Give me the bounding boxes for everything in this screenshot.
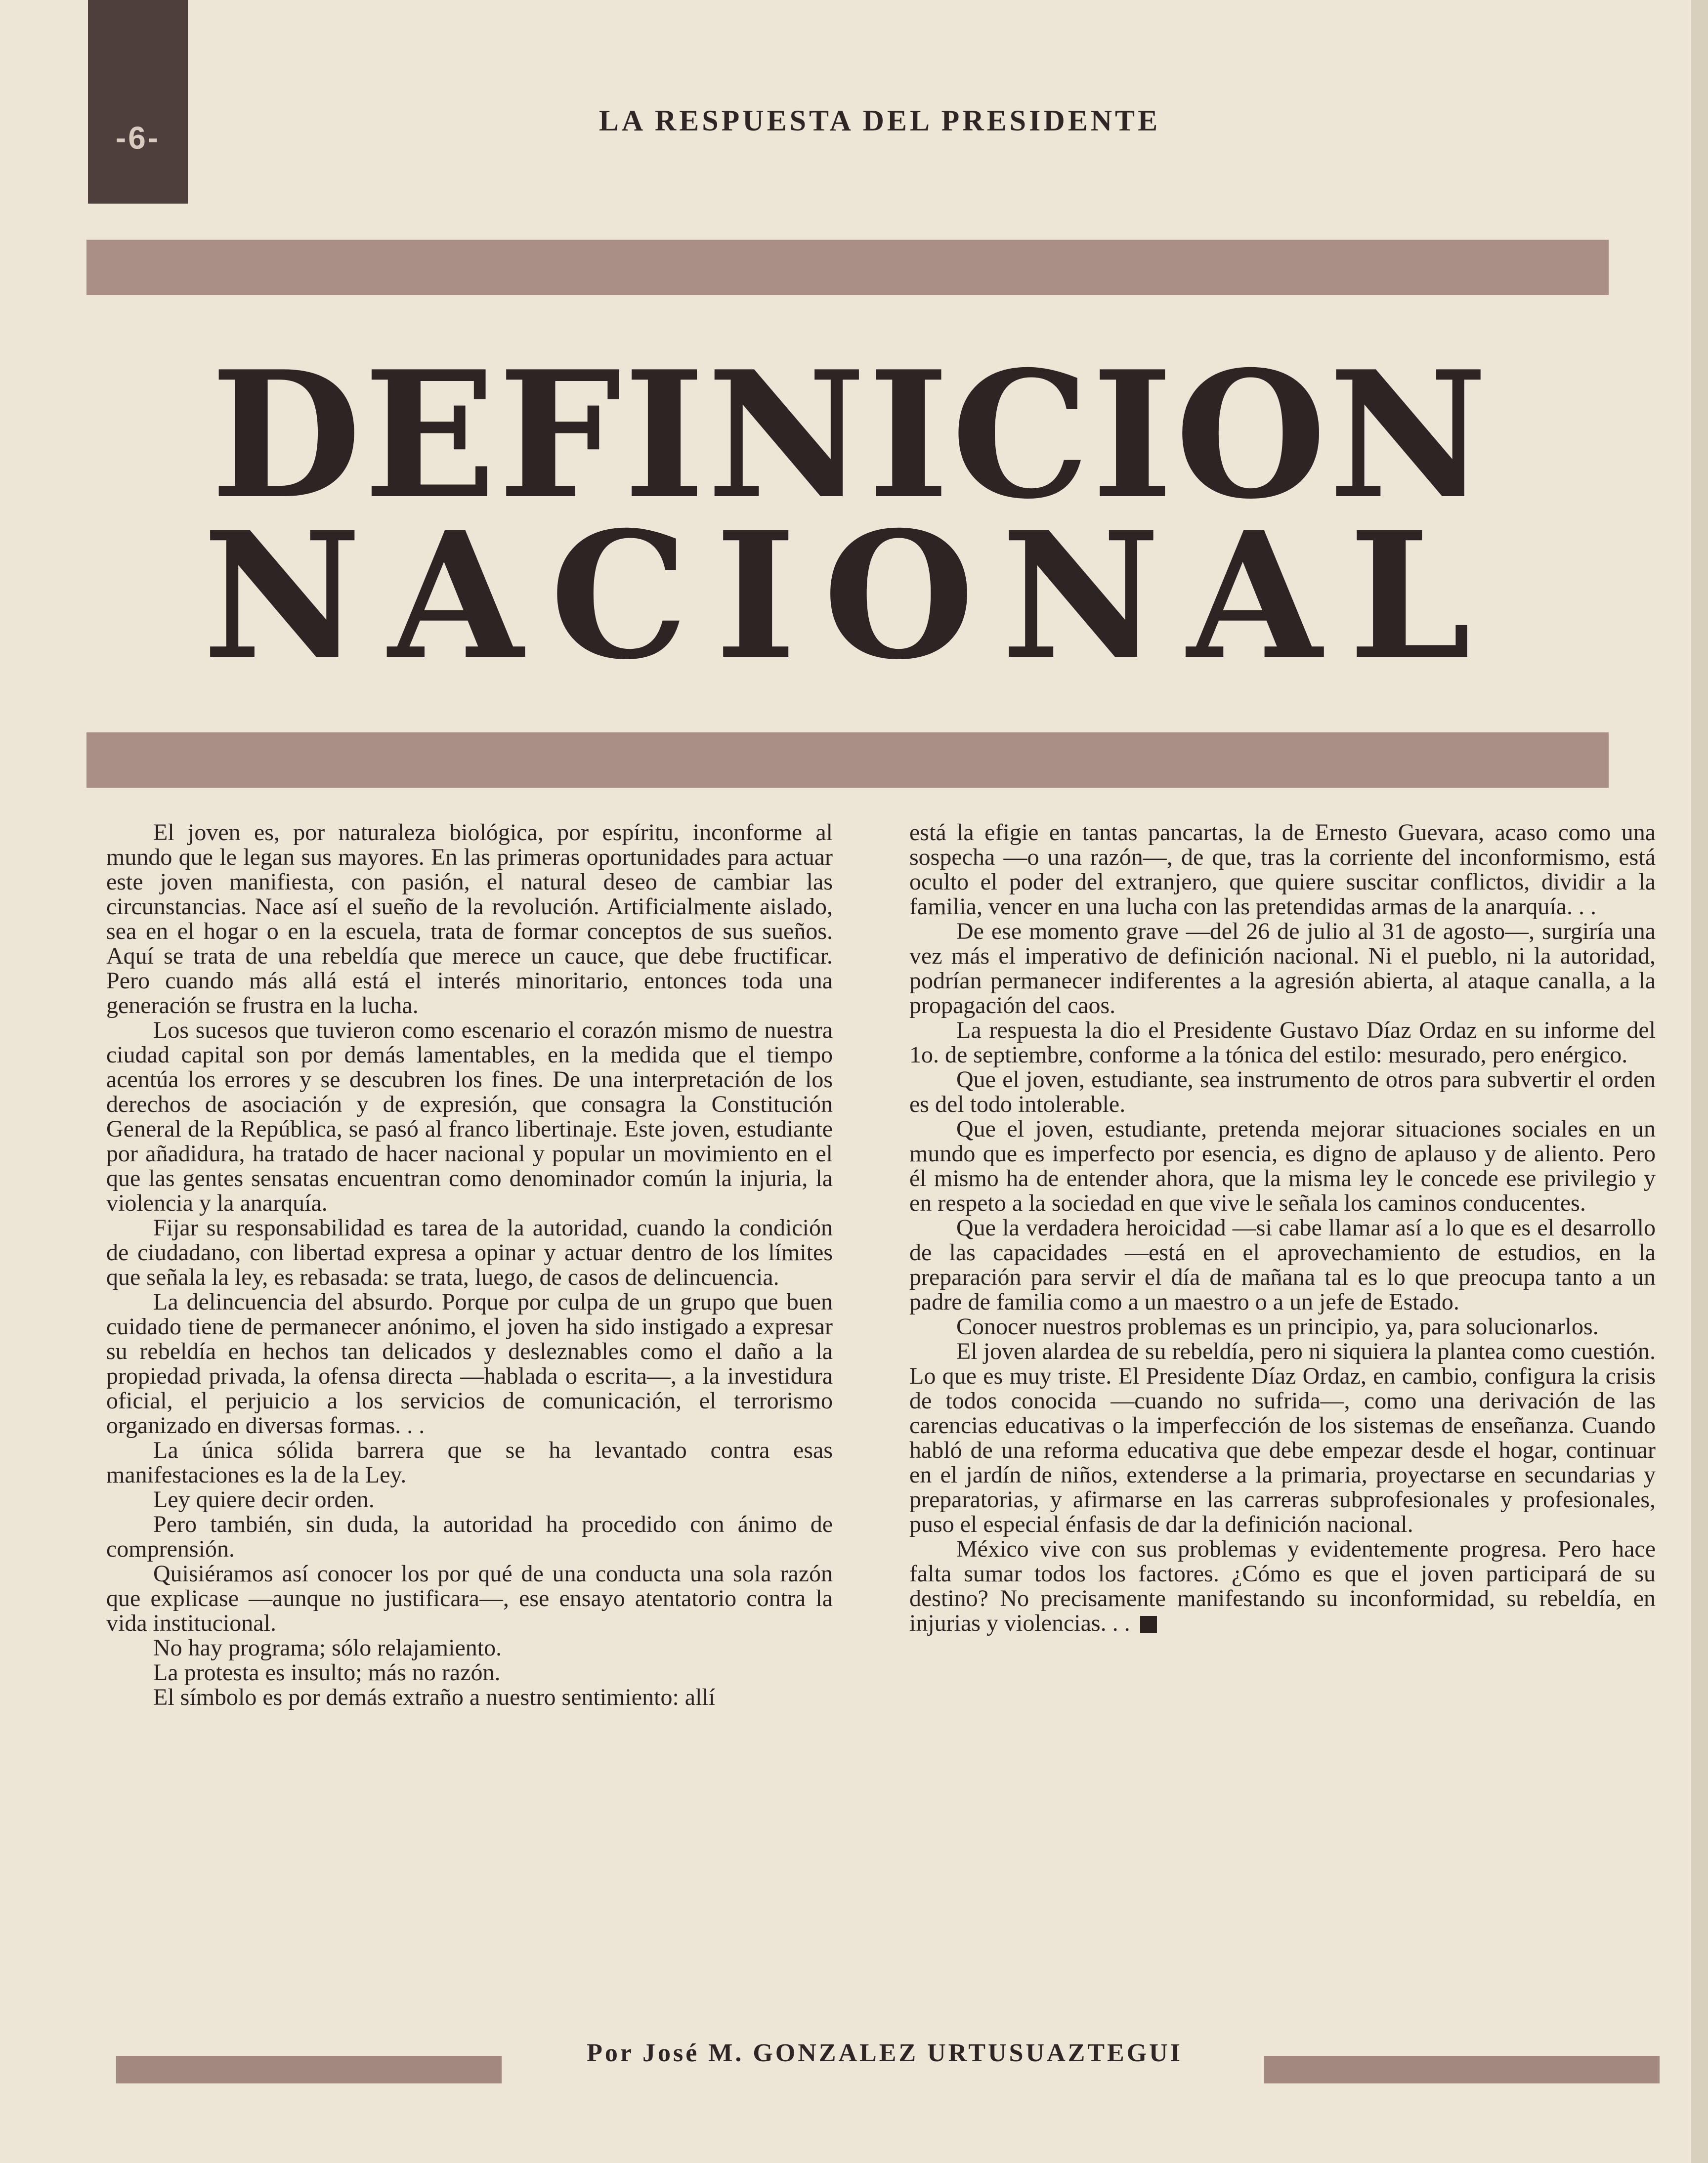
paragraph: Pero también, sin duda, la autoridad ha procedido con ánimo de comprensión. xyxy=(106,1511,833,1562)
paragraph: El símbolo es por demás extraño a nuestro sentimiento: allí xyxy=(153,1684,716,1710)
paragraph: La delincuencia del absurdo. Porque por culpa de un grupo que buen cuidado tiene de permanecer anónimo, el joven ha sido instigado a expresar su rebeldía en hechos tan delicados y desleznables como el daño a la propiedad privada, la ofensa directa —hablada o escrita—, a la investidura oficial, el perjuicio a los servicios de comunicación, el terrorismo organizado en diversas formas. . . xyxy=(106,1289,833,1439)
page-number: -6- xyxy=(115,120,161,156)
byline-rule-left xyxy=(116,2056,502,2083)
headline-line-2: NACIONAL xyxy=(202,494,1498,698)
end-of-article-mark xyxy=(1140,1616,1157,1633)
paragraph: El joven alardea de su rebeldía, pero ni siquiera la plantea como cuestión. Lo que es muy triste. El Presidente Díaz Ordaz, en cambio, configura la crisis de todos conocida —cuando no sufrida—, como una derivación de las carencias educativas o la imperfección de los sistemas de enseñanza. Cuando habló de una reforma educativa que debe empezar desde el hogar, continuar en el jardín de niños, extenderse a la primaria, proyectarse en secundarias y preparatorias, y afirmarse en las carreras subprofesionales y profesionales, puso el especial énfasis de dar la definición nacional. xyxy=(909,1338,1656,1537)
paragraph: Conocer nuestros problemas es un principio, ya, para solucionarlos. xyxy=(956,1314,1599,1340)
paragraph-continuation: está la efigie en tantas pancartas, la de Ernesto Guevara, acaso como una sospecha —o una razón—, de que, tras la corriente del inconformismo, está oculto el poder del extranjero, que quiere suscitar conflictos, dividir a la familia, vencer en una lucha con las pretendidas armas de la anarquía. . . xyxy=(909,820,1656,920)
byline-rule-right xyxy=(1264,2056,1660,2083)
section-heading: LA RESPUESTA DEL PRESIDENTE xyxy=(598,104,1161,137)
paragraph: Ley quiere decir orden. xyxy=(153,1486,375,1513)
paragraph: La protesta es insulto; más no razón. xyxy=(153,1659,501,1686)
paragraph: La única sólida barrera que se ha levantado contra esas manifestaciones es la de la Ley. xyxy=(106,1437,833,1488)
paragraph: Los sucesos que tuvieron como escenario el corazón mismo de nuestra ciudad capital son por demás lamentables, en la medida que el tiempo acentúa los errores y se descubren los fines. De una interpretación de los derechos de asociación y de expresión, que consagra la Constitución General de la República, se pasó al franco libertinaje. Este joven, estudiante por añadidura, ha tratado de hacer nacional y popular un movimiento en el que las gentes sensatas encuentran como denominador común la injuria, la violencia y la anarquía. xyxy=(106,1017,833,1216)
paragraph: Quisiéramos así conocer los por qué de una conducta una sola razón que explicase —aunque no justificara—, ese ensayo atentatorio contra la vida institucional. xyxy=(106,1561,833,1636)
top-decorative-band xyxy=(86,240,1609,295)
paragraph: Que el joven, estudiante, sea instrumento de otros para subvertir el orden es del todo intolerable. xyxy=(909,1066,1656,1117)
paragraph: La respuesta la dio el Presidente Gustavo Díaz Ordaz en su informe del 1o. de septiembre, conforme a la tónica del estilo: mesurado, pero enérgico. xyxy=(909,1017,1656,1068)
paragraph: Que la verdadera heroicidad —si cabe llamar así a lo que es el desarrollo de las capacidades —está en el aprovechamiento de estudios, en la preparación para servir el día de mañana tal es lo que preocupa tanto a un padre de familia como a un maestro o a un jefe de Estado. xyxy=(909,1215,1656,1315)
middle-decorative-band xyxy=(86,732,1609,788)
article-column-left xyxy=(106,820,833,1982)
page-edge xyxy=(1691,0,1708,2163)
paragraph: Fijar su responsabilidad es tarea de la autoridad, cuando la condición de ciudadano, con libertad expresa a opinar y actuar dentro de los límites que señala la ley, es rebasada: se trata, luego, de casos de delincuencia. xyxy=(106,1215,833,1290)
final-paragraph-text: México vive con sus problemas y evidentemente progresa. Pero hace falta sumar todos los factores. ¿Cómo es que el joven participará de su destino? No precisamente manifestando su inconformidad, su rebeldía, en injurias y violencias. . . xyxy=(909,1536,1656,1636)
paragraph: No hay programa; sólo relajamiento. xyxy=(153,1635,502,1661)
paragraph: De ese momento grave —del 26 de julio al 31 de agosto—, surgiría una vez más el imperativo de definición nacional. Ni el pueblo, ni la autoridad, podrían permanecer indiferentes a la agresión abierta, al ataque canalla, a la propagación del caos. xyxy=(909,918,1656,1018)
article-column-right xyxy=(909,820,1656,1982)
headline-line-1: DEFINICION xyxy=(211,333,1490,538)
paragraph: El joven es, por naturaleza biológica, por espíritu, inconforme al mundo que le legan sus mayores. En las primeras oportunidades para actuar este joven manifiesta, con pasión, el natural deseo de cambiar las circunstancias. Nace así el sueño de la revolución. Artificialmente aislado, sea en el hogar o en la escuela, trata de formar conceptos de sus sueños. Aquí se trata de una rebeldía que merece un cauce, que debe fructificar. Pero cuando más allá está el interés minoritario, entonces toda una generación se frustra en la lucha. xyxy=(106,820,833,1018)
paragraph: Que el joven, estudiante, pretenda mejorar situaciones sociales en un mundo que es imperfecto por esencia, es digno de aplauso y de aliento. Pero él mismo ha de entender ahora, que la misma ley le concede ese privilegio y en respeto a la sociedad en que vive le señala los caminos conducentes. xyxy=(909,1116,1656,1216)
paragraph-final xyxy=(909,1537,1656,1636)
byline: Por José M. GONZALEZ URTUSUAZTEGUI xyxy=(587,2039,1183,2067)
page-number-tab xyxy=(88,0,188,204)
